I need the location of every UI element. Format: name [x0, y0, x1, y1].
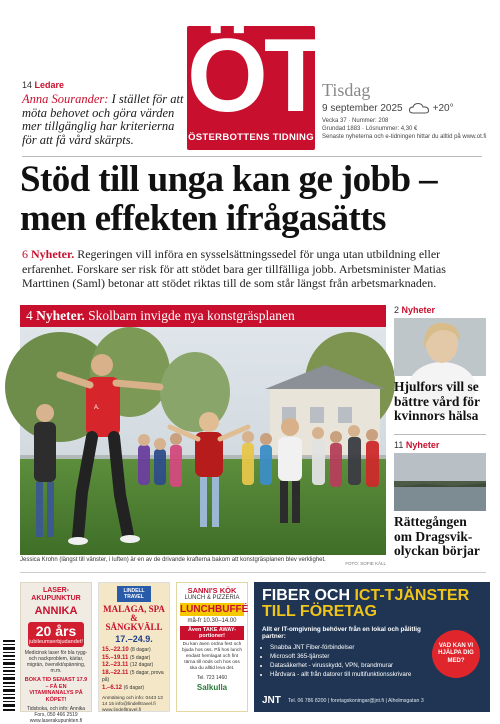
ad1-name: ANNIKA	[34, 605, 78, 617]
issue-meta	[322, 117, 492, 141]
side-story-2-title: Rättegången om Dragsvik-olyckan börjar	[394, 514, 480, 558]
side-story-1-ref	[394, 305, 486, 315]
list-item: • Snabba JNT Fiber-förbindelser	[270, 643, 482, 652]
leader-teaser[interactable]	[22, 80, 187, 147]
leader-text-block	[22, 93, 187, 147]
side-story-2[interactable]	[394, 440, 486, 559]
masthead-divider	[22, 156, 482, 157]
ad1-years: 20 års	[35, 623, 77, 639]
ad3-tel: Tel. 723 1460	[196, 675, 228, 681]
ad4-logo: JNT	[262, 695, 281, 706]
side-story-2-section: Nyheter	[405, 440, 440, 450]
ad1-anniversary	[28, 622, 84, 647]
photo-story-title-bar[interactable]	[20, 305, 386, 327]
news-photo[interactable]	[20, 327, 386, 555]
list-item: 18.–22.11 (5 dagar, prova på)	[102, 669, 164, 683]
issue-info	[322, 80, 492, 141]
ad-laser-acupuncture[interactable]	[20, 582, 92, 724]
ad4-badge: VAD KAN VI HJÄLPA DIG MED?	[432, 630, 480, 678]
ad3-shop: Salkulla	[196, 683, 228, 692]
ad3-times: må-fr 10.30–14.00	[187, 618, 237, 624]
issue-week: Vecka 37 · Nummer: 208	[322, 118, 389, 124]
ad-jnt-fiber[interactable]	[254, 582, 490, 712]
main-page: 6	[22, 247, 28, 261]
side-story-1-title: Hjulfors vill se bättre vård för kvinnors hälsa	[394, 379, 480, 423]
side-story-2-photo	[394, 453, 486, 511]
side-story-1-photo	[394, 318, 486, 376]
issue-founded: Grundad 1883 · Lösnummer: 4,30 €	[322, 126, 418, 132]
side-divider	[394, 434, 486, 435]
ad4-headline	[262, 588, 482, 620]
main-section: Nyheter.	[31, 247, 75, 261]
shirt-text: A.	[94, 405, 100, 411]
leader-author: Anna Sourander:	[22, 92, 109, 106]
ad3-lunch: LUNCHBUFFÉ	[180, 604, 249, 615]
list-item: • Datasäkerhet - virusskydd, VPN, brandmurar	[270, 661, 482, 670]
schoolyard-photo	[20, 327, 386, 555]
lake-photo	[394, 453, 486, 511]
ads-divider	[20, 572, 486, 573]
main-deck-text: Regeringen vill införa en sysselsättningssedel för unga utan utbildning eller erfarenhet. Forskare ser risk för att stödet bara ger tillfälliga jobb. Arbetsminister Matias Marttinen (Saml) betonar att stödet riktas till de som står längst från arbetsmarknaden.	[22, 247, 446, 290]
photo-page: 4	[26, 308, 33, 323]
leader-text: I stället för att möta behovet och göra värden mer tillgänglig har kriterierna för att få vård skärpts.	[22, 92, 184, 147]
ad4-h1: FIBER OCH	[262, 587, 350, 604]
side-story-2-page: 11	[394, 440, 404, 450]
photo-section: Nyheter.	[36, 308, 85, 323]
list-item: • Microsoft 365-tjänster	[270, 652, 482, 661]
ad4-contact: Tel. 06 786 8200 | foretagskoningar@jnt.fi | Alholmsgatan 3	[288, 698, 424, 704]
ad4-h2: TILL FÖRETAG	[262, 603, 377, 620]
ad3-subtitle: LUNCH & PIZZERIA	[184, 595, 240, 601]
cloud-icon	[408, 102, 430, 114]
photo-caption	[20, 557, 386, 566]
ad1-contact: Tidsboka, och info: Annika Fors, 050 466 2519 www.laserakupunkten.fi	[26, 706, 86, 724]
newspaper-logo[interactable]	[187, 18, 324, 150]
side-story-2-ref	[394, 440, 486, 450]
portrait-photo	[394, 318, 486, 376]
leader-page: 14	[22, 80, 33, 90]
ad1-title: LASER-AKUPUNKTUR	[31, 587, 81, 602]
ad1-years-sub: jubileumserbjudandet!	[29, 639, 83, 645]
ad2-footer: Anmälning och info: 0443 13 14 15 info@lindelltravel.fi www.lindelltravel.fi	[102, 696, 163, 713]
ad2-date-list	[102, 647, 166, 692]
main-headline[interactable]: Stöd till unga kan ge jobb – men effekten ifrågasätts	[20, 159, 438, 239]
issue-day: Tisdag	[322, 80, 371, 100]
photo-credit: FOTO: SOFIE KÄLL	[345, 561, 386, 566]
leader-section: Ledare	[34, 80, 65, 90]
logo-letters: ÖT	[187, 18, 324, 134]
issue-date-row	[322, 102, 492, 114]
leader-ref	[22, 80, 187, 90]
ad4-sub: Allt er IT-omgivning behöver från en lokal och pålitlig partner:	[262, 626, 421, 640]
ad2-title: MALAGA, SPA & SÅNGKVÄLL	[103, 604, 165, 632]
ad-lindell-travel[interactable]	[98, 582, 170, 712]
list-item: 15.–19.11 (5 dagar)	[102, 654, 151, 661]
ad-sannis-kok[interactable]	[176, 582, 248, 712]
ad4-h1-highlight: ICT-TJÄNSTER	[354, 587, 470, 604]
ad1-desc: Medicinsk laser för bla rygg- och nackproblem, kärlar, migrän, övervikt/spänning, m.m.	[24, 650, 88, 674]
issue-updates: Senaste nyheterna och e-tidningen hittar du alltid på www.ot.fi	[322, 134, 487, 140]
ad2-logo: LINDELL TRAVEL	[117, 586, 151, 602]
caption-text: Jessica Krohn (längst till vänster, i luften) är en av de drivande krafterna bakom att konstgräsplanen blev verklighet.	[20, 557, 326, 563]
ad1-offer: BOKA TID SENAST 17.9 – FÅ EN VITAMINANALYS PÅ KÖPET!	[24, 677, 88, 703]
ad3-desc: Du kan även ordna fest och bjuda hos oss. På hos lunch endast hemlagat och fint tärna till nöds och hos oss ska du alltid leva det.	[181, 642, 242, 671]
list-item: 12.–23.11 (12 dagar)	[102, 662, 154, 668]
ad2-dates: 17.–24.9.	[115, 634, 153, 644]
side-story-1[interactable]	[394, 305, 486, 424]
list-item: 1.–6.12 (6 dagar)	[102, 684, 144, 691]
ad3-takeaway: Även TAKE AWAY-portioner!	[180, 626, 244, 640]
issue-date: 9 september 2025	[322, 102, 403, 114]
list-item: • Hårdvara - allt från datorer till multifunktionsskrivare	[270, 670, 482, 679]
ad3-name: SANNI'S KÖK	[187, 586, 237, 595]
logo-name: ÖSTERBOTTENS TIDNING	[188, 132, 314, 143]
main-deck	[22, 247, 490, 291]
list-item: 15.–22.10 (8 dagar)	[102, 647, 151, 653]
side-story-1-page: 2	[394, 305, 400, 315]
side-story-1-section: Nyheter	[401, 305, 436, 315]
temperature: +20°	[432, 102, 454, 114]
photo-title: Skolbarn invigde nya konstgräsplanen	[88, 308, 295, 323]
barcode-icon	[2, 640, 16, 712]
